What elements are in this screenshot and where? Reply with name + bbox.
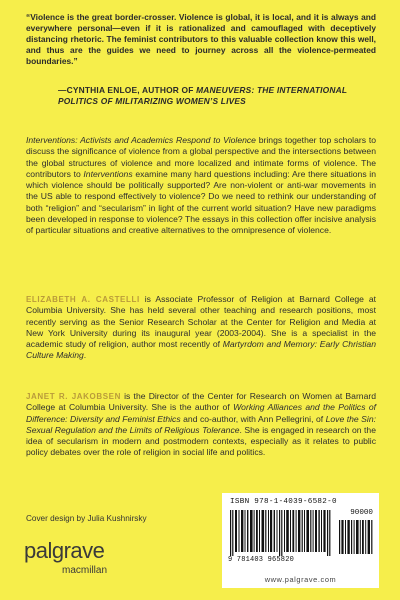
endorsement-quote [26, 12, 376, 67]
bio-text-2: and co-author, with Ann Pellegrini, of [180, 413, 326, 424]
publisher-name: palgrave [24, 538, 105, 563]
bio-text-1: is Associate Professor of Religion at Barnard College at Columbia University. She has held several other teaching and research positions, most recently serving as the Senior Research Scholar at the Center for Religion and Media at New York University during its inaugural year (2003-2004). She is a specialist in the academic study of religion, author most recently of [26, 294, 376, 350]
publisher-logo [24, 538, 134, 588]
attribution-book-title: MANEUVERS: THE INTERNATIONAL POLITICS OF MILITARIZING WOMEN’S LIVES [58, 85, 348, 106]
editor-bio-castelli [26, 294, 376, 362]
bio-text-3: . She is engaged in research on the idea of secularism in modern and postmodern contexts, especially as it relates to public policy debates over the role of religion in social life and politics. [26, 424, 376, 458]
endorsement-attribution [58, 85, 378, 107]
attribution-prefix: —CYNTHIA ENLOE, AUTHOR OF [58, 85, 197, 95]
bio-book-title-2: Love the Sin: Sexual Regulation and the Limits of Religious Tolerance [26, 413, 376, 435]
endorsement-text: “Violence is the great border-crosser. Violence is global, it is local, and it is always and everywhere personal—even if it is rationalized and camouflaged with deceptively distancing rhetoric. The feminist contributors to this valuable collection know this well, and thus are the guides we need to journey across all the violence-permeated boundaries.” [26, 12, 376, 66]
isbn-number: ISBN 978-1-4039-6582-0 [230, 498, 337, 506]
bio-text-1: is the Director of the Center for Research on Women at Barnard College at Columbia University. She is the author of [26, 391, 377, 413]
description-text-2: examine many hard questions including: Are there situations in which violence should be politically supported? Are non-violent or anti-war movements in the US able to respond effectively to violence? Do we need to rethink our understanding of both “religion” and “secularism” in light of the current world situation? Have new paradigms been developed in response to violence? The essays in this collection offer incisive analysis of particular situations and creative alternatives to the omnipresence of violence. [26, 168, 376, 236]
book-description [26, 135, 376, 237]
cover-design-credit: Cover design by Julia Kushnirsky [26, 514, 147, 523]
description-text-1: brings together top scholars to discuss the significance of violence from a global perspective and the intersections between the global structures of violence and more localized and intimate forms of violence. The contributors to [26, 135, 376, 179]
editor-name: JANET R. JAKOBSEN [26, 392, 121, 401]
description-book-title-short: Interventions [83, 168, 133, 179]
bio-book-title: Martyrdom and Memory: Early Christian Culture Making [26, 339, 376, 361]
bio-text-2: . [83, 350, 87, 361]
bio-book-title: Working Alliances and the Politics of Difference: Diversity and Feminist Ethics [26, 402, 376, 424]
editor-name: ELIZABETH A. CASTELLI [26, 295, 140, 304]
description-book-title: Interventions: Activists and Academics Respond to Violence [26, 135, 256, 145]
editor-bio-jakobsen [26, 391, 376, 459]
barcode-label [222, 493, 379, 588]
price-code: 90000 [350, 509, 373, 517]
barcode-digits: 9 781403 965820 [228, 556, 295, 564]
publisher-website: www.palgrave.com [264, 575, 337, 584]
price-barcode-icon [339, 520, 373, 554]
publisher-imprint: macmillan [62, 565, 108, 576]
isbn-barcode-icon [230, 510, 334, 556]
